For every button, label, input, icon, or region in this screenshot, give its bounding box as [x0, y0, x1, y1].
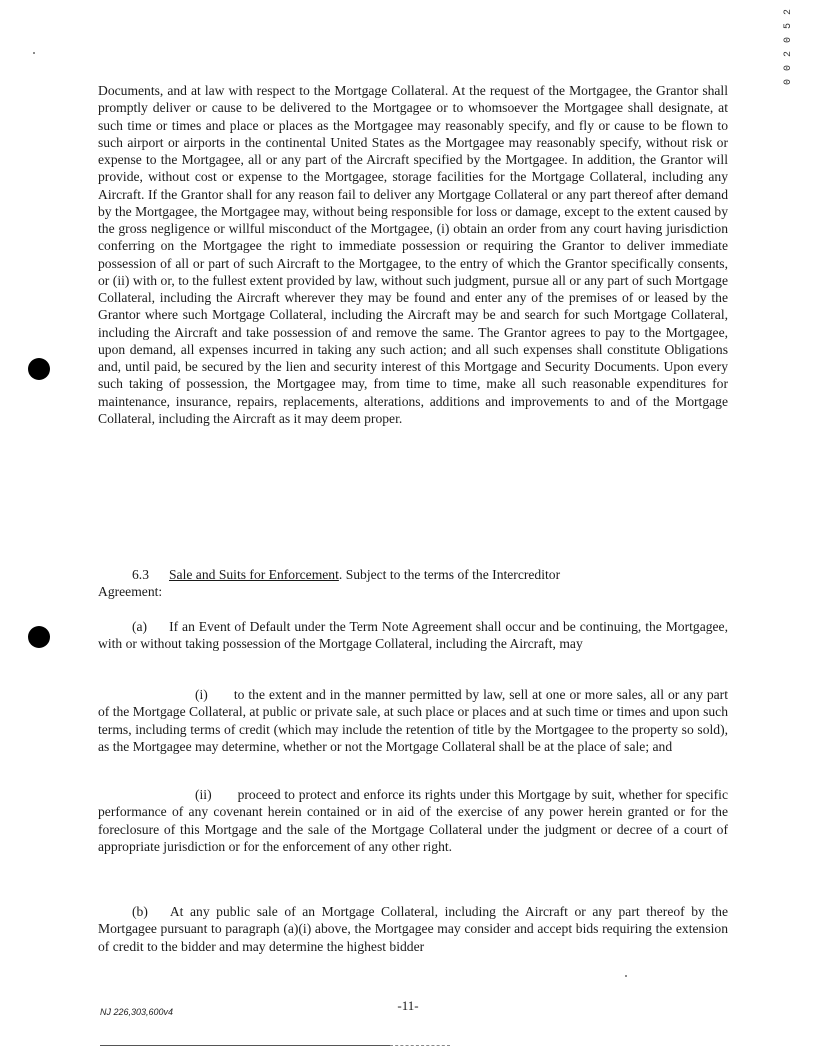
section-text-continued: Agreement: [98, 584, 163, 599]
punch-hole [28, 358, 50, 380]
section-6-3 [98, 566, 728, 583]
recording-stamp: 0 0 2 0 5 2 [783, 8, 794, 86]
document-id: NJ 226,303,600v4 [100, 1007, 174, 1017]
paragraph-b [98, 903, 728, 955]
item-text: to the extent and in the manner permitted by law, sell at one or more sales, all or any part of the Mortgage Collateral, at public or private sale, at such place or places and at such time or times and upon such terms, including terms of credit (which may include the retention of title by the Mortgagee to the property so sold), as the Mortgagee may determine, whether or not the Mortgage Collateral shall be at the place of sale; and [98, 687, 728, 754]
item-text: At any public sale of an Mortgage Collateral, including the Aircraft or any part thereof by the Mortgagee pursuant to paragraph (a)(i) above, the Mortgagee may consider and accept bids requiring the extension of credit to the bidder and may determine the highest bidder [98, 904, 728, 954]
section-text: . Subject to the terms of the Intercreditor [338, 567, 561, 582]
bottom-rule-dashed [390, 1045, 450, 1047]
punch-hole [28, 626, 50, 648]
page-number: -11- [397, 998, 419, 1013]
paragraph-a [98, 618, 728, 653]
paragraph-continuation: Documents, and at law with respect to the Mortgage Collateral. At the request of the Mortgagee, the Grantor shall promptly deliver or cause to be delivered to the Mortgagee or to whomsoever the Mortgagee shall designate, at such time or times and place or places as the Mortgagee may reasonably specify, and fly or cause to be flown to such airport or airports in the continental United States as the Mortgagee may reasonably specify, without risk or expense to the Mortgagee, all or any part of the Aircraft specified by the Mortgagee. In addition, the Grantor will provide, without cost or expense to the Mortgagee, storage facilities for the Mortgage Collateral, including any Aircraft. If the Grantor shall for any reason fail to deliver any Mortgage Collateral or any part thereof after demand by the Mortgagee, the Mortgagee may, without being responsible for loss or damage, except to the extent caused by the gross negligence or willful misconduct of the Mortgagee, (i) obtain an order from any court having jurisdiction conferring on the Mortgagee the right to immediate possession or requiring the Grantor to deliver immediate possession of all or part of such Aircraft to the Mortgagee, to the entry of which the Grantor specifically consents, or (ii) with or, to the fullest extent provided by law, without such judgment, pursue all or any part of such Mortgage Collateral, including the Aircraft wherever they may be found and enter any of the premises of or leased by the Grantor where such Mortgage Collateral, including the Aircraft may be and search for such Mortgage Collateral, including the Aircraft and take possession of and remove the same. The Grantor agrees to pay to the Mortgagee, upon demand, all expenses incurred in taking any such action; and all such expenses shall constitute Obligations and, until paid, be secured by the lien and security interest of this Mortgage and Security Documents. Upon every such taking of possession, the Mortgagee may, from time to time, make all such reasonable expenditures for maintenance, insurance, repairs, replacements, alterations, additions and improvements to and of the Mortgage Collateral, including the Aircraft as it may deem proper. [98, 83, 728, 426]
section-number: 6.3 [132, 567, 149, 582]
item-label: (ii) [195, 787, 212, 802]
paragraph-a-ii [98, 786, 728, 855]
item-text: If an Event of Default under the Term Note Agreement shall occur and be continuing, the Mortgagee, with or without taking possession of the Mortgage Collateral, including the Aircraft, may [98, 619, 728, 652]
item-label: (i) [195, 687, 208, 702]
item-label: (b) [132, 904, 148, 919]
item-label: (a) [132, 619, 148, 634]
bottom-rule [100, 1045, 390, 1046]
paragraph-a-i [98, 686, 728, 755]
scan-speck [625, 975, 627, 977]
scan-speck [33, 52, 35, 54]
section-heading: Sale and Suits for Enforcement [169, 567, 339, 582]
item-text: proceed to protect and enforce its rights under this Mortgage by suit, whether for specific performance of any covenant herein contained or in aid of the exercise of any power herein granted or for the foreclosure of this Mortgage and the sale of the Mortgage Collateral under the judgment or decree of a court of appropriate jurisdiction or for the enforcement of any other right. [98, 787, 728, 854]
